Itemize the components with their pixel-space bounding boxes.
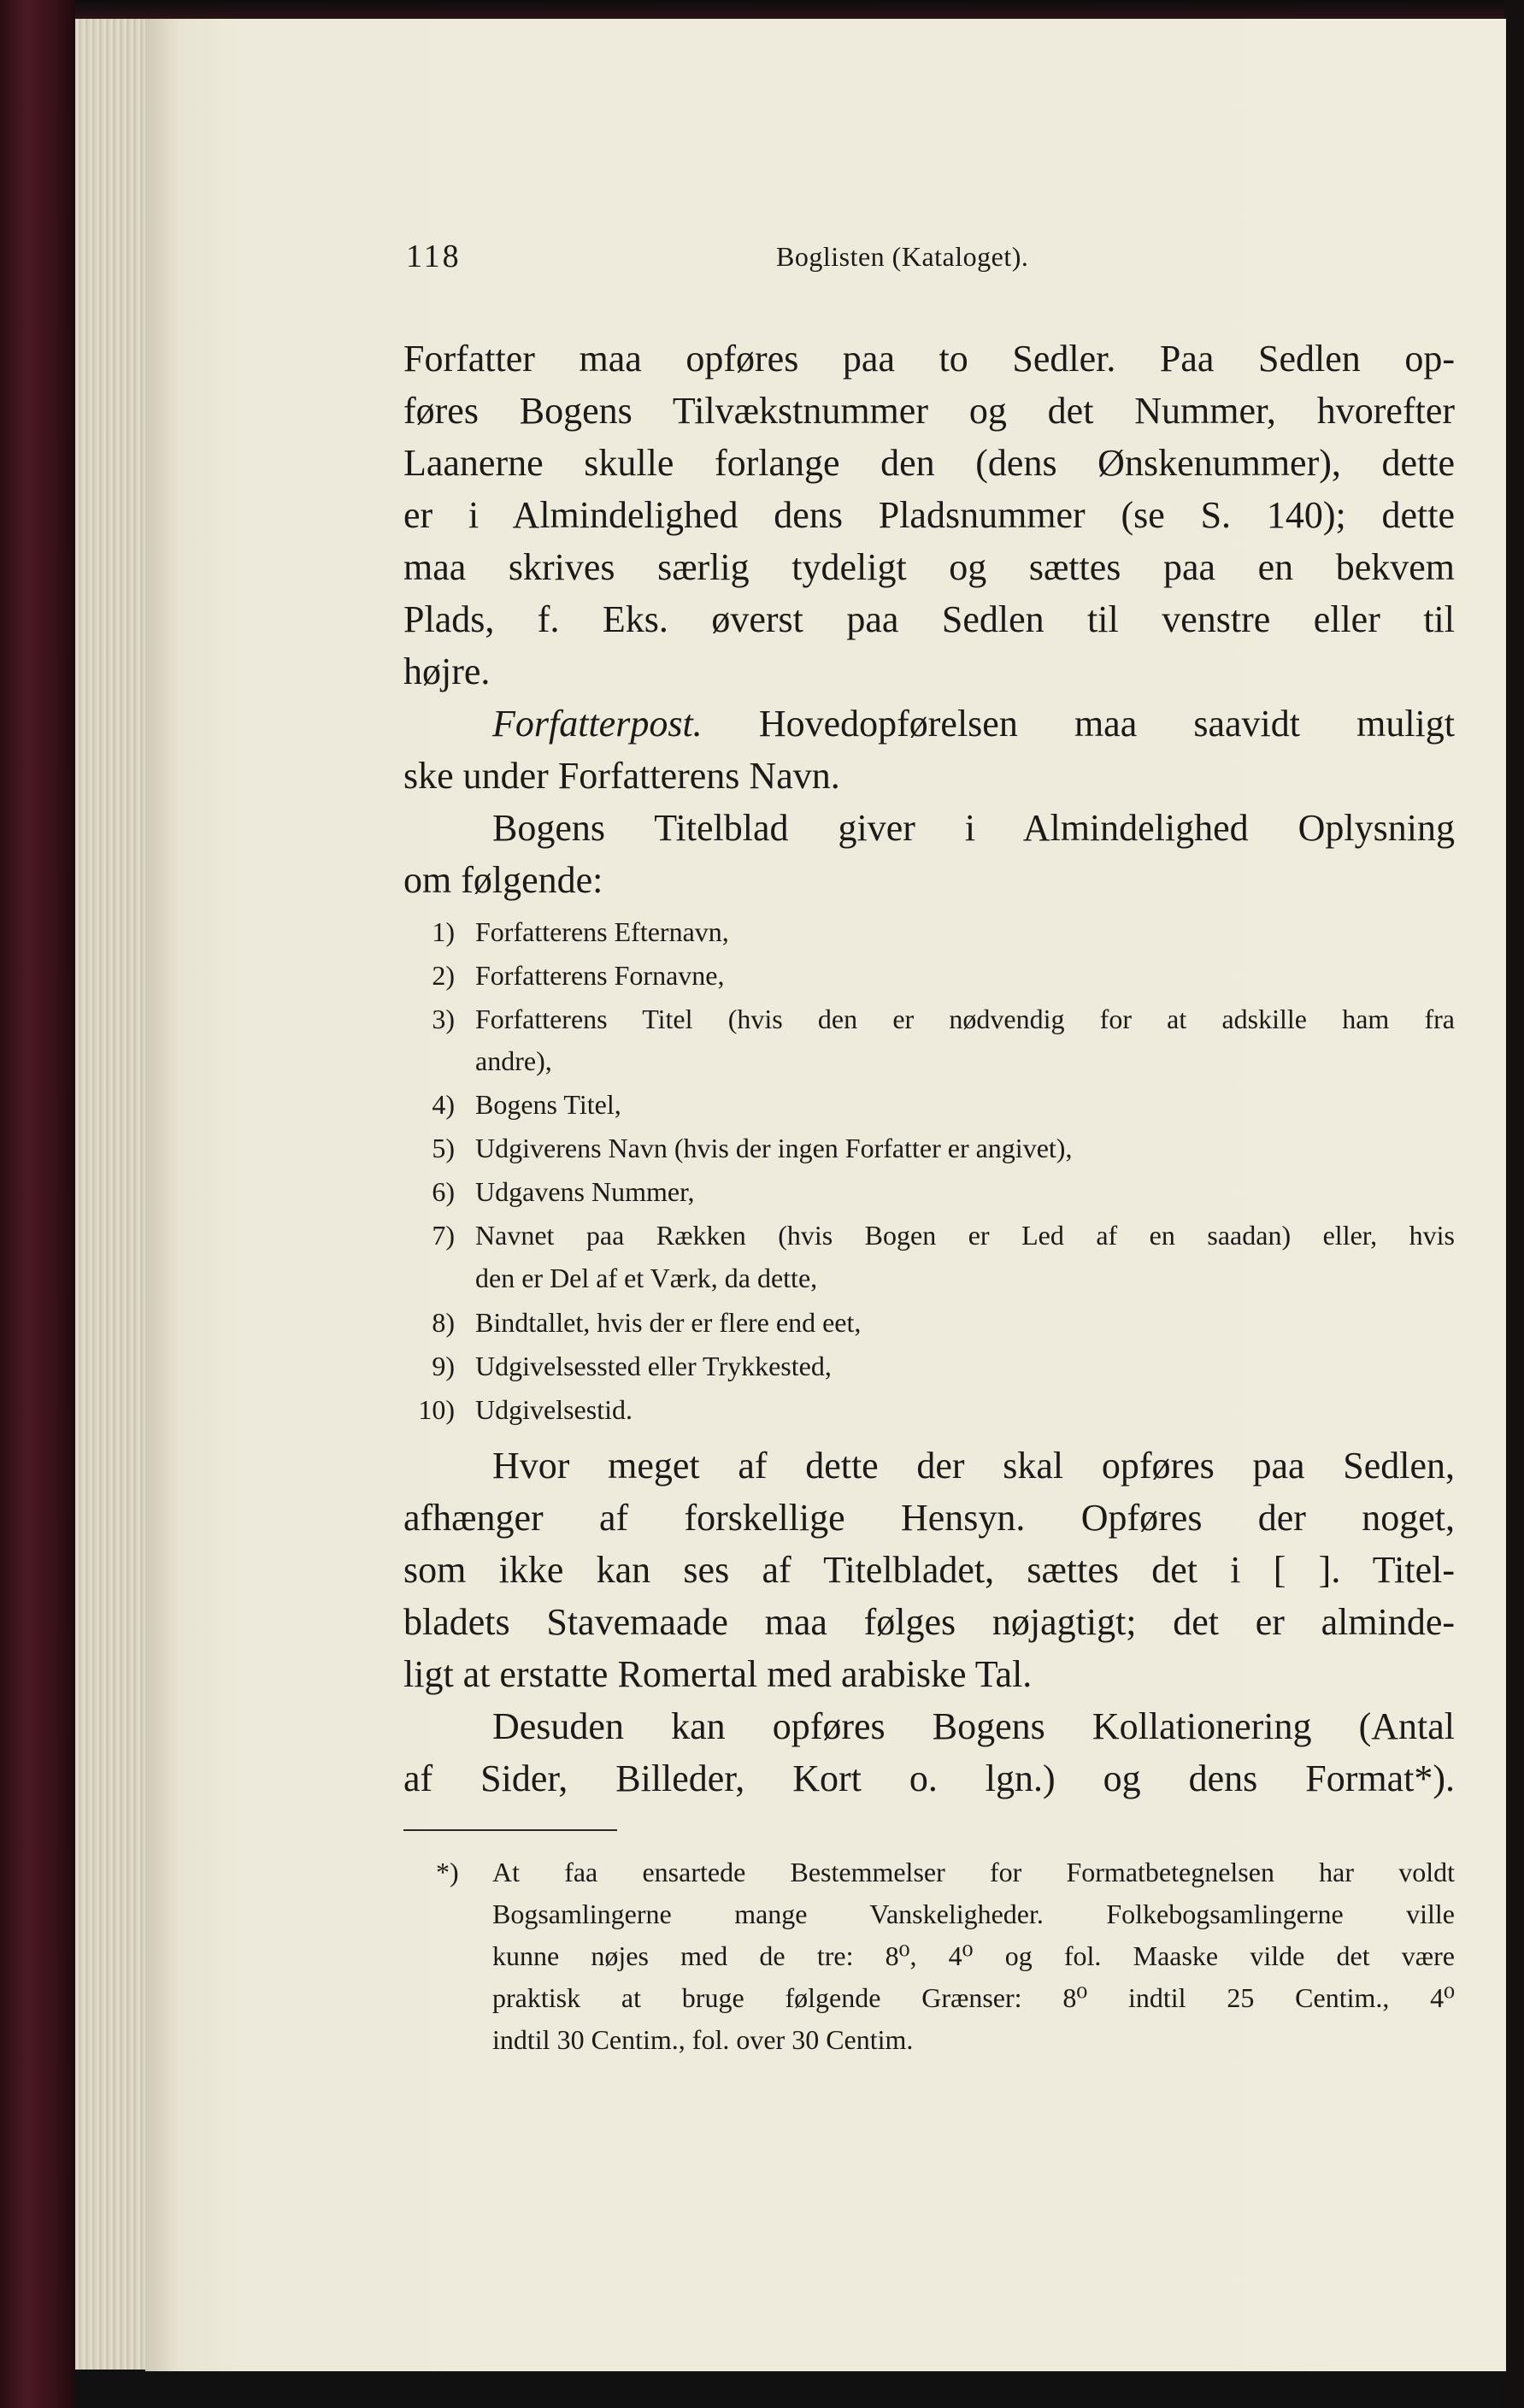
list-number: 6) xyxy=(432,1176,455,1207)
list-text: Udgivelsessted eller Trykkested, xyxy=(475,1351,832,1381)
list-number: 10) xyxy=(418,1394,455,1425)
list-item xyxy=(403,910,1455,953)
list-text: Forfatterens Efternavn, xyxy=(475,916,729,947)
text-line: Hvor meget af dette der skal opføres paa Sedlen, xyxy=(492,1445,1455,1487)
list-number: 1) xyxy=(432,916,455,947)
list-item xyxy=(403,1083,1455,1126)
list-item-continuation xyxy=(403,1257,1455,1299)
footnote-mark: *) xyxy=(436,1857,459,1887)
text-line: ligt at erstatte Romertal med arabiske Tal. xyxy=(403,1653,1033,1695)
list-number: 2) xyxy=(432,960,455,991)
footnote-line xyxy=(403,1851,1455,1893)
running-title: Boglisten (Kataloget). xyxy=(776,241,1029,272)
footnote-line xyxy=(403,1976,1455,2019)
list-number: 9) xyxy=(432,1351,455,1381)
list-number: 5) xyxy=(432,1133,455,1163)
text-line: om følgende: xyxy=(403,859,603,901)
list-text: Navnet paa Rækken (hvis Bogen er Led af en saadan) eller, hvis xyxy=(475,1220,1455,1251)
text-line: Forfatter maa opføres paa to Sedler. Paa Sedlen op- xyxy=(403,338,1455,380)
list-number: 7) xyxy=(432,1220,455,1251)
text-line: Desuden kan opføres Bogens Kollationering (Antal xyxy=(492,1705,1455,1747)
footnote-line xyxy=(403,1934,1455,1977)
page-number: 118 xyxy=(406,238,462,274)
text-line: som ikke kan ses af Titelbladet, sættes det i [ ]. Titel- xyxy=(403,1549,1455,1591)
list-text: andre), xyxy=(475,1045,552,1076)
footnote-text: Bogsamlingerne mange Vanskeligheder. Folkebogsamlingerne ville xyxy=(492,1899,1455,1929)
list-item xyxy=(403,1170,1455,1213)
list-text: Forfatterens Titel (hvis den er nødvendig for at adskille ham fra xyxy=(475,1004,1455,1034)
text-line: ske under Forfatterens Navn. xyxy=(403,755,840,797)
section-heading: Forfatterpost. xyxy=(492,703,703,745)
page-edges xyxy=(75,19,152,2370)
list-number: 3) xyxy=(432,1004,455,1034)
list-number: 4) xyxy=(432,1089,455,1120)
list-number: 8) xyxy=(432,1307,455,1338)
text-line: maa skrives særlig tydeligt og sættes paa en bekvem xyxy=(403,546,1455,588)
text-line: føres Bogens Tilvækstnummer og det Nummer, hvorefter xyxy=(403,390,1455,432)
footnote-line xyxy=(403,2018,1455,2061)
book-cover-left xyxy=(0,0,75,2408)
text-line: Plads, f. Eks. øverst paa Sedlen til venstre eller til xyxy=(403,598,1455,640)
book-cover-top xyxy=(0,0,1524,19)
list-item xyxy=(403,1301,1455,1344)
text-line: Laanerne skulle forlange den (dens Ønskenummer), dette xyxy=(403,442,1455,484)
text-line: bladets Stavemaade maa følges nøjagtigt; det er alminde- xyxy=(403,1601,1455,1643)
list-item xyxy=(403,1127,1455,1169)
list-text: Udgiverens Navn (hvis der ingen Forfatter er angivet), xyxy=(475,1133,1073,1163)
text-line: er i Almindelighed dens Pladsnummer (se S. 140); dette xyxy=(403,494,1455,536)
list-item xyxy=(403,1345,1455,1387)
book-cover-right xyxy=(1504,0,1524,2408)
list-item xyxy=(403,998,1455,1040)
text-line: Bogens Titelblad giver i Almindelighed Oplysning xyxy=(492,807,1455,849)
text-span: Hovedopførelsen maa saavidt muligt xyxy=(758,703,1456,745)
footnote-rule xyxy=(403,1829,617,1831)
footnote-text: praktisk at bruge følgende Grænser: 8⁰ indtil 25 Centim., 4⁰ xyxy=(492,1982,1455,2013)
text-line: afhænger af forskellige Hensyn. Opføres der noget, xyxy=(403,1497,1455,1539)
footnote-text: indtil 30 Centim., fol. over 30 Centim. xyxy=(492,2024,914,2055)
list-item xyxy=(403,1388,1455,1431)
list-text: Bindtallet, hvis der er flere end eet, xyxy=(475,1307,862,1338)
text-line: højre. xyxy=(403,651,491,692)
footnote-line xyxy=(403,1893,1455,1935)
list-text: den er Del af et Værk, da dette, xyxy=(475,1263,818,1293)
list-item xyxy=(403,954,1455,997)
list-text: Udgivelsestid. xyxy=(475,1394,633,1425)
list-text: Udgavens Nummer, xyxy=(475,1176,695,1207)
list-text: Forfatterens Fornavne, xyxy=(475,960,725,991)
text-line xyxy=(403,698,1455,750)
text-line: af Sider, Billeder, Kort o. lgn.) og dens Format*). xyxy=(403,1757,1455,1799)
running-head xyxy=(406,238,1470,280)
footnote-text: kunne nøjes med de tre: 8⁰, 4⁰ og fol. Maaske vilde det være xyxy=(492,1940,1455,1971)
list-text: Bogens Titel, xyxy=(475,1089,621,1120)
list-item-continuation xyxy=(403,1039,1455,1082)
footnote-text: At faa ensartede Bestemmelser for Formatbetegnelsen har voldt xyxy=(492,1857,1455,1887)
list-item xyxy=(403,1214,1455,1257)
